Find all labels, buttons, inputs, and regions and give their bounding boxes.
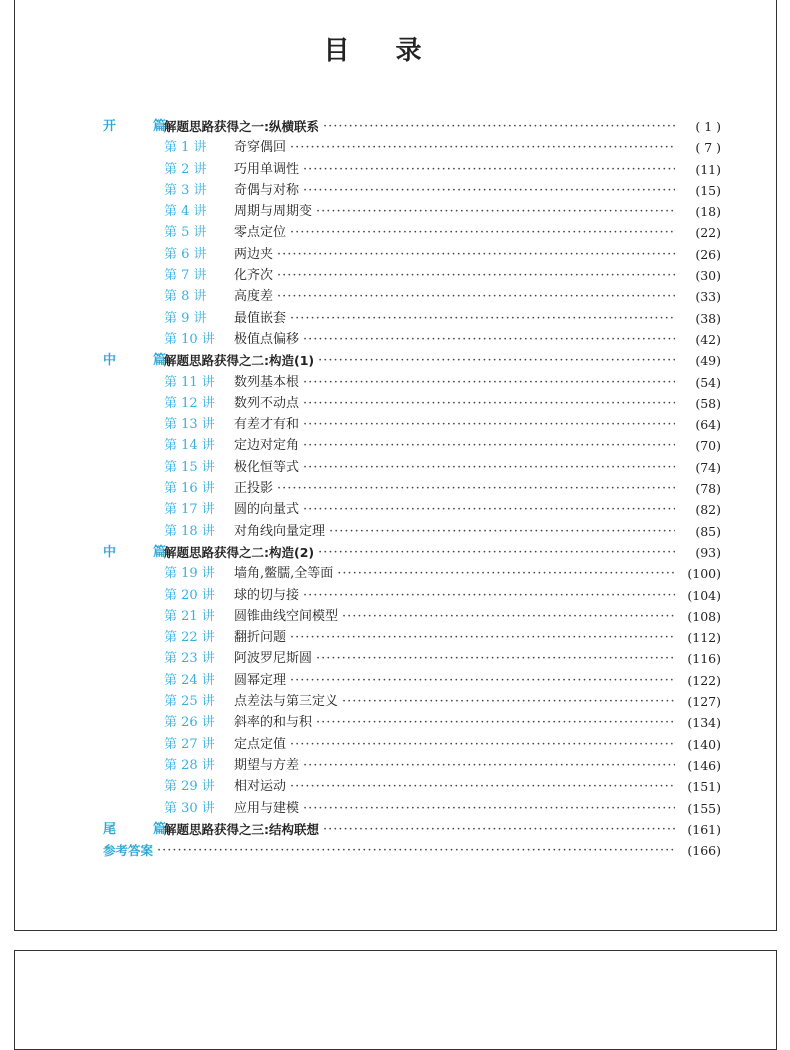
lecture-number: 第 30 讲 <box>164 800 215 816</box>
page-number: (30) <box>695 268 721 284</box>
toc-row[interactable] <box>103 372 721 393</box>
toc-entry <box>164 478 721 499</box>
entry-title: 极值点偏移 <box>234 331 300 347</box>
lecture-number: 第 19 讲 <box>164 566 215 582</box>
part-label: 开 篇 <box>103 119 179 134</box>
toc-row[interactable] <box>103 691 721 712</box>
part-label: 中 篇 <box>103 544 179 560</box>
page-number: (85) <box>695 523 721 539</box>
toc-entry <box>164 627 721 648</box>
toc-entry <box>164 372 721 393</box>
toc-row[interactable] <box>103 606 721 627</box>
next-page <box>14 950 777 1050</box>
dot-leader <box>323 116 675 137</box>
dot-leader <box>316 201 675 222</box>
title-char: 录 <box>395 36 468 66</box>
dot-leader <box>323 819 675 840</box>
entry-title: 数列基本根 <box>234 374 300 390</box>
page-number: (161) <box>687 821 721 837</box>
dot-leader <box>316 712 675 733</box>
dot-leader <box>290 776 675 797</box>
toc-entry <box>164 265 721 286</box>
toc-row[interactable] <box>103 670 721 691</box>
toc-row[interactable] <box>103 521 721 542</box>
toc-row[interactable] <box>103 755 721 776</box>
toc-row[interactable] <box>103 648 721 669</box>
dot-leader <box>303 414 675 435</box>
dot-leader <box>290 308 675 329</box>
toc-row[interactable] <box>103 350 721 371</box>
page-number: (155) <box>687 800 721 816</box>
toc-entry <box>164 222 721 243</box>
toc-entry <box>164 606 721 627</box>
dot-leader <box>337 563 675 584</box>
entry-title: 最值嵌套 <box>234 310 287 326</box>
page-number: (18) <box>695 204 721 220</box>
toc-row[interactable] <box>103 798 721 819</box>
entry-title: 阿波罗尼斯圆 <box>234 651 313 667</box>
page-number: (166) <box>687 843 721 859</box>
dot-leader <box>303 798 675 819</box>
lecture-number: 第 20 讲 <box>164 587 215 603</box>
entry-title: 零点定位 <box>234 225 287 241</box>
lecture-number: 第 8 讲 <box>164 289 207 305</box>
page-number: (146) <box>687 757 721 773</box>
page-number: (108) <box>687 608 721 624</box>
toc-row[interactable] <box>103 542 721 563</box>
toc-entry <box>164 499 721 520</box>
toc-row[interactable] <box>103 457 721 478</box>
table-of-contents <box>103 116 721 861</box>
toc-entry <box>164 755 721 776</box>
lecture-number: 第 22 讲 <box>164 630 215 646</box>
toc-entry <box>164 521 721 542</box>
dot-leader <box>303 457 675 478</box>
toc-entry <box>164 712 721 733</box>
toc-row[interactable] <box>103 734 721 755</box>
page-number: ( 7 ) <box>695 140 721 156</box>
dot-leader <box>318 350 675 371</box>
toc-entry <box>164 670 721 691</box>
toc-entry <box>164 180 721 201</box>
entry-title: 奇偶与对称 <box>234 182 300 198</box>
entry-title: 化齐次 <box>234 268 274 284</box>
toc-entry <box>164 435 721 456</box>
lecture-number: 第 6 讲 <box>164 246 207 262</box>
lecture-number: 第 7 讲 <box>164 268 207 284</box>
dot-leader <box>329 521 675 542</box>
toc-entry <box>164 691 721 712</box>
lecture-number: 第 12 讲 <box>164 395 215 411</box>
toc-entry <box>164 244 721 265</box>
lecture-number: 第 11 讲 <box>164 374 215 390</box>
entry-title: 圆的向量式 <box>234 502 300 518</box>
toc-row[interactable] <box>103 329 721 350</box>
entry-title: 对角线向量定理 <box>234 523 326 539</box>
dot-leader <box>290 734 675 755</box>
toc-row[interactable] <box>103 180 721 201</box>
entry-title: 解题思路获得之一:纵横联系 <box>164 119 319 134</box>
toc-entry <box>164 286 721 307</box>
page-number: (112) <box>687 630 721 646</box>
page-number: (42) <box>695 331 721 347</box>
dot-leader <box>303 435 675 456</box>
toc-row[interactable] <box>103 414 721 435</box>
toc-entry <box>164 308 721 329</box>
dot-leader <box>303 180 675 201</box>
lecture-number: 第 13 讲 <box>164 417 215 433</box>
toc-entry <box>164 159 721 180</box>
toc-row[interactable] <box>103 478 721 499</box>
page-number: (122) <box>687 672 721 688</box>
dot-leader <box>277 478 675 499</box>
lecture-number: 第 26 讲 <box>164 715 215 731</box>
toc-row[interactable] <box>103 563 721 584</box>
toc-entry <box>164 734 721 755</box>
toc-entry <box>164 137 721 158</box>
lecture-number: 第 10 讲 <box>164 331 215 347</box>
entry-title: 周期与周期变 <box>234 204 313 220</box>
lecture-number: 第 28 讲 <box>164 757 215 773</box>
dot-leader <box>303 159 675 180</box>
toc-entry <box>164 542 721 563</box>
lecture-number: 第 21 讲 <box>164 608 215 624</box>
toc-row[interactable] <box>103 308 721 329</box>
entry-title: 应用与建模 <box>234 800 300 816</box>
lecture-number: 第 16 讲 <box>164 481 215 497</box>
page-number: (11) <box>695 161 721 177</box>
lecture-number: 第 27 讲 <box>164 736 215 752</box>
entry-title: 期望与方差 <box>234 757 300 773</box>
lecture-number: 第 1 讲 <box>164 140 207 156</box>
toc-row[interactable] <box>103 499 721 520</box>
page-number: (78) <box>695 481 721 497</box>
page-number: (82) <box>695 502 721 518</box>
lecture-number: 第 9 讲 <box>164 310 207 326</box>
entry-title: 点差法与第三定义 <box>234 694 339 710</box>
entry-title: 解题思路获得之二:构造(1) <box>164 353 315 369</box>
entry-title: 极化恒等式 <box>234 459 300 475</box>
page-number: (58) <box>695 395 721 411</box>
lecture-number: 第 3 讲 <box>164 182 207 198</box>
page-number: (26) <box>695 246 721 262</box>
lecture-number: 第 2 讲 <box>164 161 207 177</box>
lecture-number: 第 4 讲 <box>164 204 207 220</box>
entry-title: 球的切与接 <box>234 587 300 603</box>
toc-entry <box>164 414 721 435</box>
page-number: (116) <box>687 651 721 667</box>
toc-row[interactable] <box>103 201 721 222</box>
page-number: (74) <box>695 459 721 475</box>
toc-row[interactable] <box>103 627 721 648</box>
toc-entry <box>164 393 721 414</box>
toc-entry <box>103 840 721 861</box>
entry-title: 翻折问题 <box>234 630 287 646</box>
page-number: (100) <box>687 566 721 582</box>
dot-leader <box>318 542 675 563</box>
lecture-number: 第 23 讲 <box>164 651 215 667</box>
toc-row[interactable] <box>103 393 721 414</box>
dot-leader <box>303 585 675 606</box>
dot-leader <box>290 670 675 691</box>
toc-entry <box>164 819 721 840</box>
entry-title: 正投影 <box>234 481 274 497</box>
toc-entry <box>164 350 721 371</box>
entry-title: 圆锥曲线空间模型 <box>234 608 339 624</box>
dot-leader <box>290 137 675 158</box>
title-char: 目 <box>323 36 396 66</box>
page-title <box>15 30 776 67</box>
lecture-number: 第 5 讲 <box>164 225 207 241</box>
dot-leader <box>303 499 675 520</box>
page-number: (140) <box>687 736 721 752</box>
dot-leader <box>342 691 675 712</box>
toc-entry <box>164 798 721 819</box>
page-number: (93) <box>695 544 721 560</box>
dot-leader <box>316 648 675 669</box>
dot-leader <box>277 244 675 265</box>
toc-entry <box>164 329 721 350</box>
toc-row[interactable] <box>103 840 721 861</box>
entry-title: 墙角,鳖臑,全等面 <box>234 566 334 582</box>
dot-leader <box>303 372 675 393</box>
dot-leader <box>303 393 675 414</box>
toc-row[interactable] <box>103 265 721 286</box>
toc-row[interactable] <box>103 116 721 137</box>
page-number: (15) <box>695 182 721 198</box>
entry-title: 两边夹 <box>234 246 274 262</box>
lecture-number: 第 25 讲 <box>164 694 215 710</box>
part-label: 中 篇 <box>103 353 179 369</box>
toc-row[interactable] <box>103 435 721 456</box>
entry-title: 解题思路获得之三:结构联想 <box>164 821 319 837</box>
toc-entry <box>164 116 721 137</box>
toc-entry <box>164 563 721 584</box>
toc-row[interactable] <box>103 244 721 265</box>
entry-title: 斜率的和与积 <box>234 715 313 731</box>
entry-title: 有差才有和 <box>234 417 300 433</box>
page-number: (33) <box>695 289 721 305</box>
page-number: (38) <box>695 310 721 326</box>
page-number: (64) <box>695 417 721 433</box>
entry-title: 高度差 <box>234 289 274 305</box>
page-number: (134) <box>687 715 721 731</box>
toc-row[interactable] <box>103 776 721 797</box>
page-number: (22) <box>695 225 721 241</box>
entry-title: 定点定值 <box>234 736 287 752</box>
dot-leader <box>290 222 675 243</box>
toc-entry <box>164 776 721 797</box>
lecture-number: 第 14 讲 <box>164 438 215 454</box>
toc-entry <box>164 457 721 478</box>
dot-leader <box>277 265 675 286</box>
part-label: 尾 篇 <box>103 821 179 837</box>
toc-entry <box>164 201 721 222</box>
entry-title: 圆幂定理 <box>234 672 287 688</box>
entry-title: 相对运动 <box>234 779 287 795</box>
entry-title: 奇穿偶回 <box>234 140 287 156</box>
lecture-number: 第 24 讲 <box>164 672 215 688</box>
toc-row[interactable] <box>103 585 721 606</box>
page-number: (151) <box>687 779 721 795</box>
toc-row[interactable] <box>103 286 721 307</box>
toc-row[interactable] <box>103 712 721 733</box>
answers-label: 参考答案 <box>103 843 154 859</box>
page-number: (127) <box>687 694 721 710</box>
toc-page <box>14 0 777 931</box>
toc-entry <box>164 648 721 669</box>
lecture-number: 第 18 讲 <box>164 523 215 539</box>
toc-row[interactable] <box>103 222 721 243</box>
entry-title: 解题思路获得之二:构造(2) <box>164 544 315 560</box>
toc-row[interactable] <box>103 819 721 840</box>
toc-row[interactable] <box>103 159 721 180</box>
page-number: (104) <box>687 587 721 603</box>
page-number: (54) <box>695 374 721 390</box>
dot-leader <box>303 329 675 350</box>
lecture-number: 第 15 讲 <box>164 459 215 475</box>
toc-entry <box>164 585 721 606</box>
entry-title: 定边对定角 <box>234 438 300 454</box>
entry-title: 巧用单调性 <box>234 161 300 177</box>
page-number: ( 1 ) <box>695 119 721 134</box>
dot-leader <box>342 606 675 627</box>
toc-row[interactable] <box>103 137 721 158</box>
lecture-number: 第 29 讲 <box>164 779 215 795</box>
lecture-number: 第 17 讲 <box>164 502 215 518</box>
dot-leader <box>290 627 675 648</box>
page-number: (70) <box>695 438 721 454</box>
entry-title: 数列不动点 <box>234 395 300 411</box>
dot-leader <box>157 840 675 861</box>
dot-leader <box>303 755 675 776</box>
dot-leader <box>277 286 675 307</box>
page-number: (49) <box>695 353 721 369</box>
